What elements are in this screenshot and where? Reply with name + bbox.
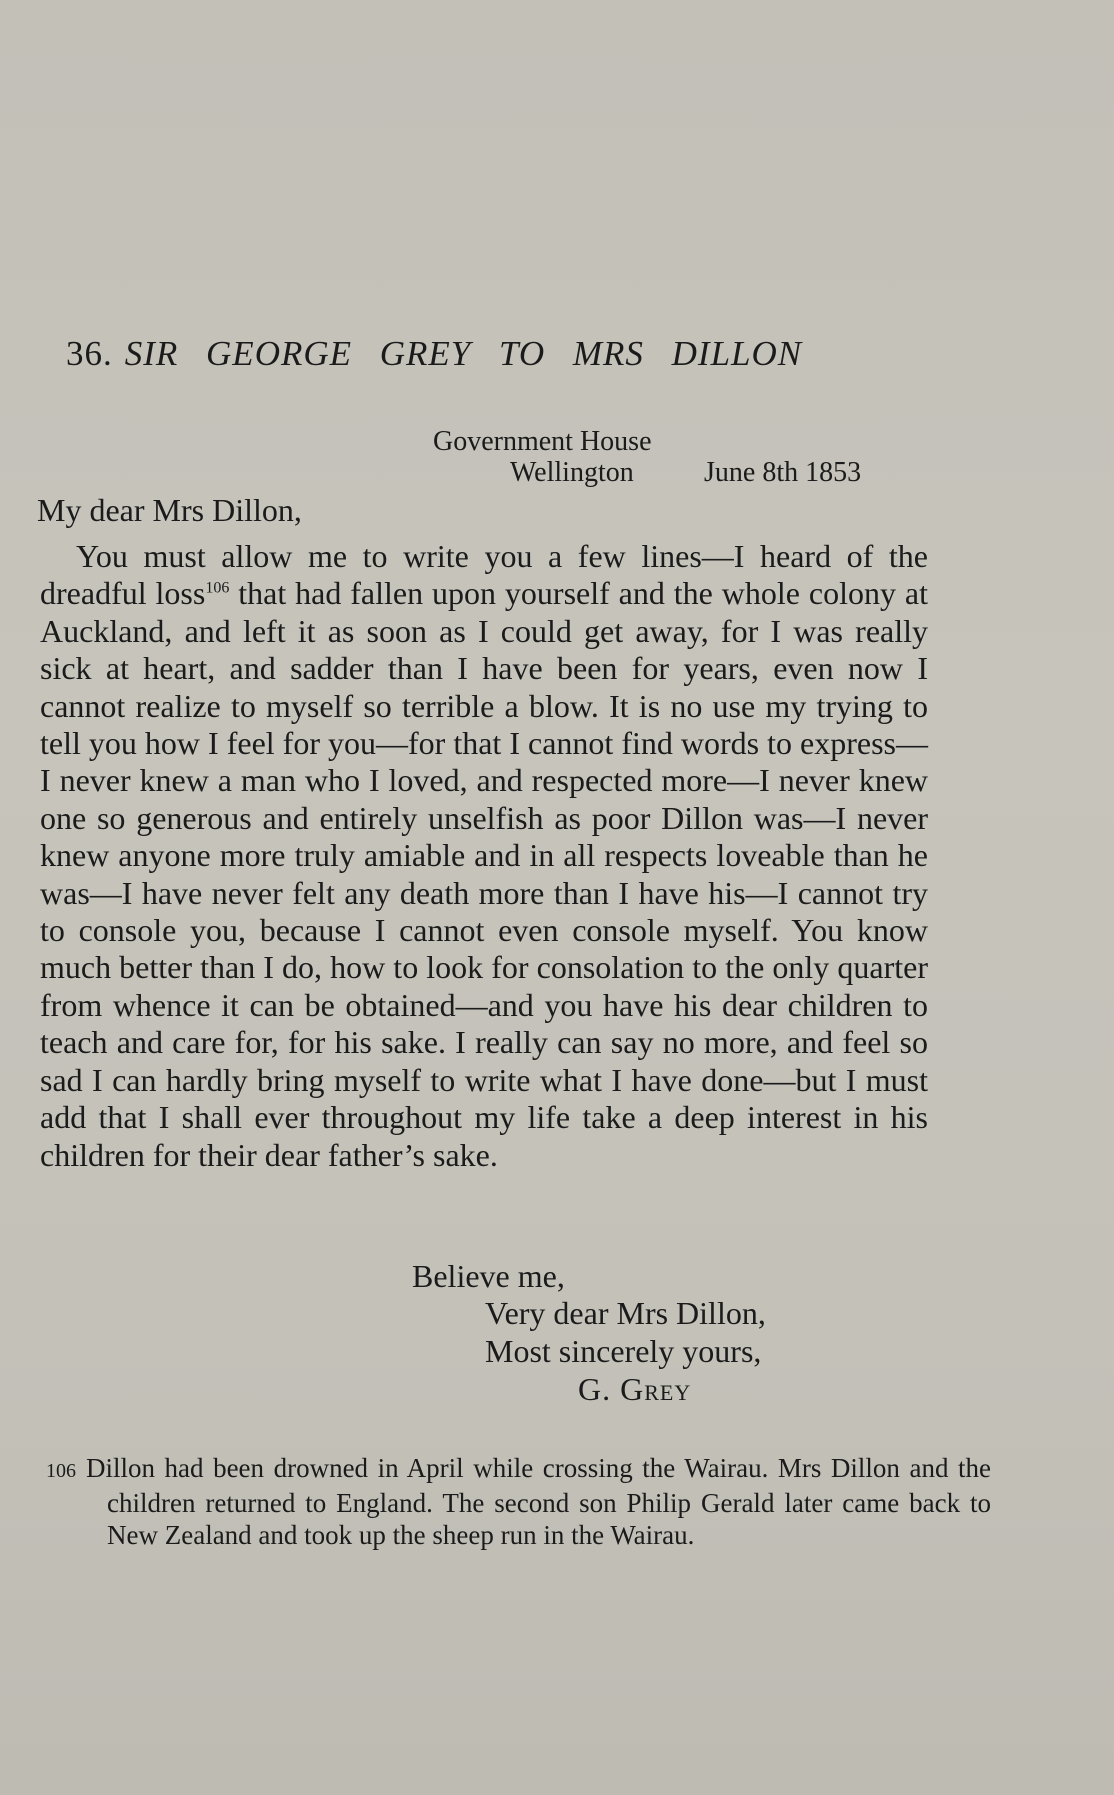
address-line-1: Government House: [433, 426, 652, 457]
letter-heading: [66, 334, 912, 374]
letter-date: June 8th 1853: [704, 457, 862, 488]
footnote: [46, 1452, 991, 1551]
closing-line-2: Very dear Mrs Dillon,: [485, 1295, 766, 1331]
salutation: My dear Mrs Dillon,: [37, 492, 302, 528]
footnote-reference: 106: [205, 579, 230, 597]
letter-title: SIR GEORGE GREY TO MRS DILLON: [124, 334, 803, 373]
address-line-2: Wellington: [510, 457, 634, 488]
signature: G. Grey: [578, 1371, 692, 1407]
letter-body-part-1: You must allow me to write you a few lines—I heard of the dreadful loss: [40, 538, 928, 612]
closing-line-1: Believe me,: [412, 1258, 565, 1294]
letter-number: 36.: [66, 334, 113, 373]
footnote-marker: 106: [46, 1460, 76, 1482]
letter-body: [40, 538, 928, 1174]
closing-line-3: Most sincerely yours,: [485, 1333, 762, 1369]
letter-body-part-2: that had fallen upon yourself and the whole colony at Auckland, and left it as soon as I could get away, for I was really sick at heart, and sadder than I have been for years, even now I cannot realize to myself so terrible a blow. It is no use my trying to tell you how I feel for you—for that I cannot find words to express—I never knew a man who I loved, and respected more—I never knew one so generous and entirely unselfish as poor Dillon was—I never knew anyone more truly amiable and in all respects loveable than he was—I have never felt any death more than I have his—I cannot try to console you, because I cannot even console myself. You know much better than I do, how to look for consolation to the only quarter from whence it can be obtained—and you have his dear children to teach and care for, for his sake. I really can say no more, and feel so sad I can hardly bring myself to write what I have done—but I must add that I shall ever throughout my life take a deep interest in his children for their dear father’s sake.: [40, 575, 929, 1173]
footnote-text: Dillon had been drowned in April while crossing the Wairau. Mrs Dillon and the children returned to England. The second son Philip Gerald later came back to New Zealand and took up the sheep run in the Wairau.: [86, 1453, 991, 1550]
